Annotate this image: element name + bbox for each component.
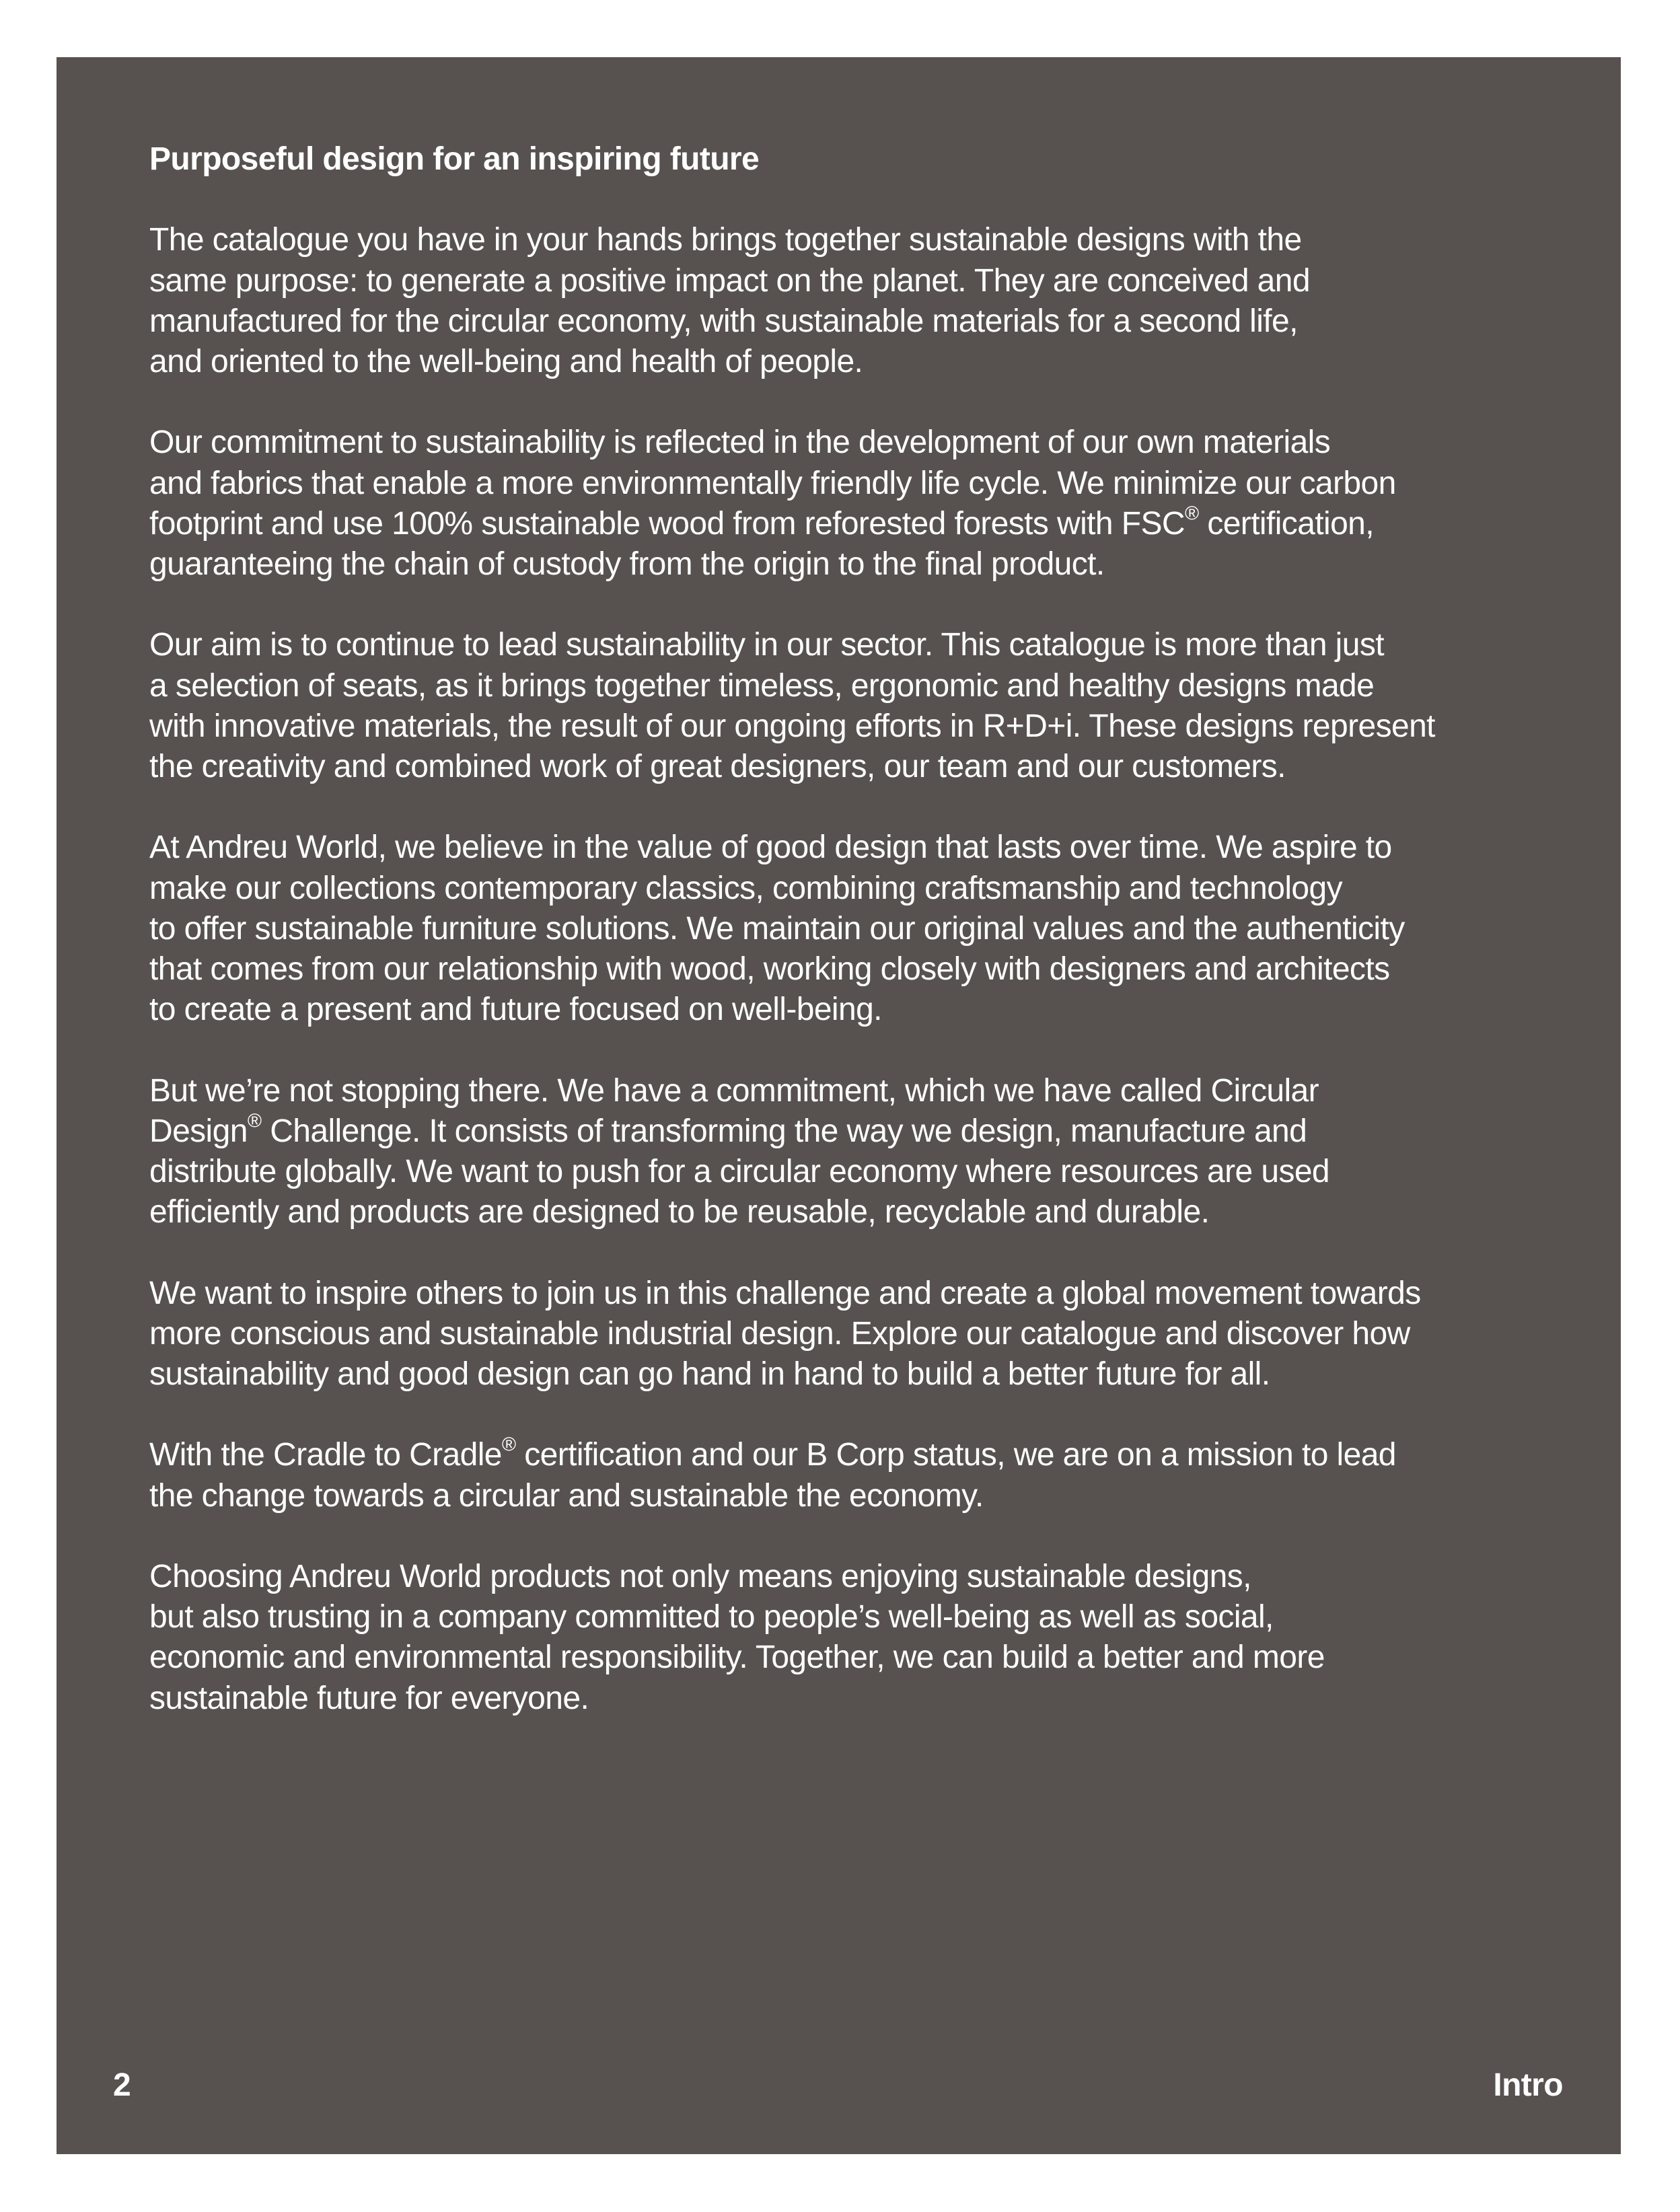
text-segment: make our collections contemporary classics, combining craftsmanship and technology	[149, 870, 1342, 906]
text-segment: more conscious and sustainable industrial design. Explore our catalogue and discover how	[149, 1315, 1410, 1352]
text-line	[149, 909, 1596, 949]
text-line	[149, 1111, 1596, 1152]
article	[149, 139, 1596, 1759]
registered-mark: ®	[247, 1110, 262, 1132]
paragraph	[149, 1557, 1596, 1719]
text-line	[149, 869, 1596, 909]
text-line	[149, 301, 1596, 342]
text-segment: efficiently and products are designed to be reusable, recyclable and durable.	[149, 1194, 1210, 1230]
text-segment: manufactured for the circular economy, with sustainable materials for a second life,	[149, 303, 1298, 339]
registered-mark: ®	[501, 1434, 516, 1456]
text-line	[149, 464, 1596, 504]
text-line	[149, 1476, 1596, 1516]
text-line	[149, 504, 1596, 544]
text-line	[149, 1071, 1596, 1111]
paragraph	[149, 220, 1596, 382]
text-line	[149, 1435, 1596, 1475]
text-segment: and oriented to the well-being and health of people.	[149, 344, 863, 379]
text-line	[149, 990, 1596, 1030]
text-line	[149, 1192, 1596, 1232]
text-segment: certification and our B Corp status, we are on a mission to lead	[515, 1437, 1396, 1473]
article-heading: Purposeful design for an inspiring future	[149, 141, 760, 177]
text-segment: With the Cradle to Cradle	[149, 1437, 502, 1473]
text-segment: same purpose: to generate a positive impact on the planet. They are conceived and	[149, 262, 1310, 299]
text-line	[149, 1314, 1596, 1354]
text-segment: Our commitment to sustainability is reflected in the development of our own materials	[149, 425, 1331, 461]
text-segment: sustainability and good design can go hand in hand to build a better future for all.	[149, 1356, 1270, 1392]
text-line	[149, 342, 1596, 382]
text-segment: and fabrics that enable a more environmentally friendly life cycle. We minimize our carbon	[149, 465, 1396, 501]
text-segment: The catalogue you have in your hands brings together sustainable designs with the	[149, 222, 1302, 258]
section-label: Intro	[1493, 2067, 1563, 2103]
paragraph	[149, 625, 1596, 787]
text-segment: the creativity and combined work of great designers, our team and our customers.	[149, 749, 1286, 784]
text-line	[149, 544, 1596, 585]
text-segment: economic and environmental responsibility. Together, we can build a better and more	[149, 1639, 1325, 1676]
paragraph	[149, 1071, 1596, 1233]
text-segment: certification,	[1198, 505, 1375, 542]
text-line	[149, 261, 1596, 301]
text-segment: But we’re not stopping there. We have a commitment, which we have called Circular	[149, 1072, 1319, 1109]
text-line	[149, 706, 1596, 747]
text-line	[149, 1274, 1596, 1314]
text-line	[149, 1597, 1596, 1637]
text-segment: with innovative materials, the result of our ongoing efforts in R+D+i. These designs represent	[149, 708, 1435, 744]
paragraph	[149, 1274, 1596, 1395]
text-line	[149, 827, 1596, 868]
text-segment: the change towards a circular and sustainable the economy.	[149, 1477, 984, 1514]
text-segment: Our aim is to continue to lead sustainability in our sector. This catalogue is more than just	[149, 627, 1384, 663]
text-line	[149, 1152, 1596, 1192]
text-line	[149, 220, 1596, 260]
article-body	[149, 220, 1596, 1718]
paragraph	[149, 422, 1596, 585]
text-segment: a selection of seats, as it brings together timeless, ergonomic and healthy designs made	[149, 667, 1375, 704]
text-segment: guaranteeing the chain of custody from the origin to the final product.	[149, 546, 1105, 582]
text-segment: Choosing Andreu World products not only means enjoying sustainable designs,	[149, 1558, 1251, 1594]
paragraph	[149, 1435, 1596, 1516]
text-segment: to offer sustainable furniture solutions. We maintain our original values and the authenticity	[149, 910, 1405, 947]
text-line	[149, 1354, 1596, 1395]
text-segment: At Andreu World, we believe in the value of good design that lasts over time. We aspire to	[149, 830, 1392, 866]
text-line	[149, 1557, 1596, 1597]
text-line	[149, 1637, 1596, 1678]
text-segment: We want to inspire others to join us in this challenge and create a global movement towards	[149, 1275, 1421, 1311]
text-segment: that comes from our relationship with wood, working closely with designers and architects	[149, 951, 1390, 987]
text-segment: Design	[149, 1113, 248, 1149]
text-line	[149, 747, 1596, 787]
text-segment: sustainable future for everyone.	[149, 1680, 589, 1716]
text-segment: distribute globally. We want to push for a circular economy where resources are used	[149, 1154, 1330, 1189]
text-segment: but also trusting in a company committed to people’s well-being as well as social,	[149, 1599, 1274, 1635]
paragraph	[149, 827, 1596, 1030]
text-line	[149, 422, 1596, 463]
text-line	[149, 666, 1596, 706]
text-line	[149, 949, 1596, 990]
text-segment: to create a present and future focused on well-being.	[149, 992, 882, 1028]
text-segment: footprint and use 100% sustainable wood from reforested forests with FSC	[149, 505, 1185, 542]
text-segment: Challenge. It consists of transforming the way we design, manufacture and	[261, 1113, 1307, 1149]
text-line	[149, 625, 1596, 665]
registered-mark: ®	[1184, 503, 1199, 525]
text-line	[149, 1679, 1596, 1719]
page-number: 2	[113, 2067, 131, 2103]
